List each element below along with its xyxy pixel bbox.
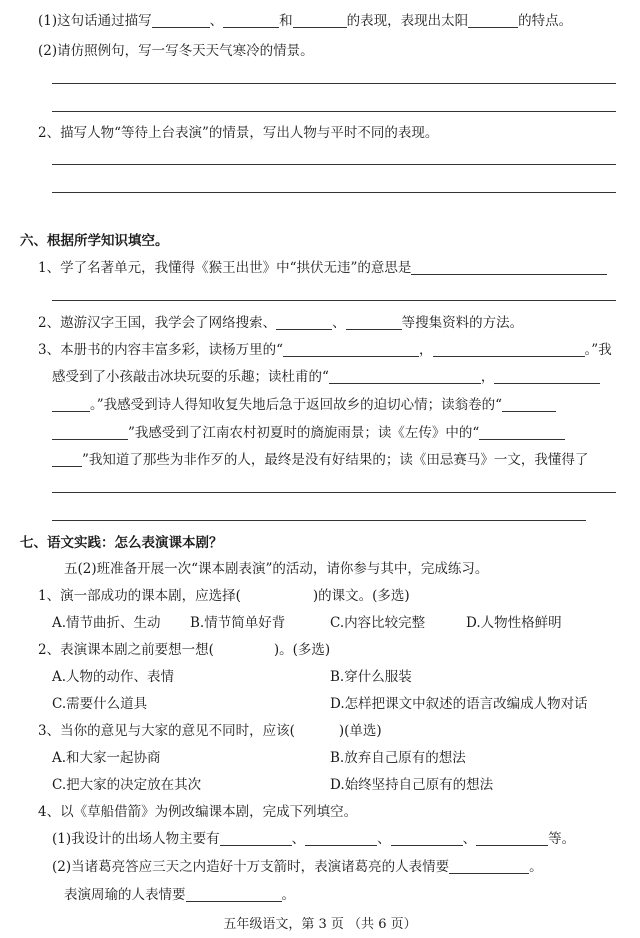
q7-2-option-b: B.穿什么服装 bbox=[330, 669, 412, 685]
answer-blank[interactable] bbox=[411, 260, 607, 275]
answer-blank[interactable] bbox=[52, 425, 128, 440]
answer-blank[interactable] bbox=[305, 831, 377, 846]
q7-4-1: (1)我设计的出场人物主要有 、 、 、 等。 bbox=[52, 831, 576, 847]
answer-blank[interactable] bbox=[329, 369, 481, 384]
answer-blank[interactable] bbox=[152, 13, 210, 28]
q6-3-line5: ”我知道了那些为非作歹的人，最终是没有好结果的；读《田忌赛马》一文，我懂得了 bbox=[52, 451, 588, 469]
answer-blank[interactable] bbox=[223, 13, 279, 28]
answer-blank[interactable] bbox=[479, 425, 565, 440]
sec7-intro: 五(2)班准备开展一次“课本剧表演”的活动，请你参与其中，完成练习。 bbox=[64, 561, 489, 577]
q6-1: 1、学了名著单元，我懂得《猴王出世》中“拱伏无违”的意思是 bbox=[38, 259, 607, 277]
answer-line[interactable] bbox=[52, 492, 616, 493]
q7-3-option-b: B.放弃自己原有的想法 bbox=[330, 750, 466, 766]
q7-2-option-c: C.需要什么道具 bbox=[52, 696, 148, 712]
answer-blank[interactable] bbox=[449, 859, 529, 874]
answer-line[interactable] bbox=[52, 300, 616, 301]
answer-line[interactable] bbox=[52, 83, 616, 84]
answer-blank[interactable] bbox=[186, 887, 282, 902]
answer-blank[interactable] bbox=[283, 342, 419, 357]
answer-line[interactable] bbox=[52, 192, 616, 193]
q7-1-option-b: B.情节简单好背 bbox=[190, 615, 286, 631]
q6-3-line4: ”我感受到了江南农村初夏时的旖旎雨景；读《左传》中的“ bbox=[52, 424, 565, 442]
q6-3-line1: 3、本册书的内容丰富多彩，读杨万里的“ ， 。”我 bbox=[38, 342, 612, 358]
answer-blank[interactable] bbox=[276, 315, 332, 330]
q6-3-line2: 感受到了小孩敲击冰块玩耍的乐趣；读杜甫的“ ， bbox=[52, 368, 600, 386]
answer-line[interactable] bbox=[52, 164, 616, 165]
q6-2: 2、遨游汉字王国，我学会了网络搜索、 、 等搜集资料的方法。 bbox=[38, 315, 524, 331]
answer-blank[interactable] bbox=[502, 397, 556, 412]
q7-1-option-a: A.情节曲折、生动 bbox=[52, 615, 161, 631]
q7-3-option-a: A.和大家一起协商 bbox=[52, 750, 161, 766]
answer-blank[interactable] bbox=[468, 13, 518, 28]
q7-3-option-d: D.始终坚持自己原有的想法 bbox=[330, 777, 494, 793]
q5-2: 2、描写人物“等待上台表演”的情景，写出人物与平时不同的表现。 bbox=[38, 125, 439, 141]
q6-3-line3: 。”我感受到诗人得知收复失地后急于返回故乡的迫切心情；读翁卷的“ bbox=[52, 396, 556, 414]
answer-blank[interactable] bbox=[293, 13, 347, 28]
q7-4: 4、以《草船借箭》为例改编课本剧，完成下列填空。 bbox=[38, 804, 358, 820]
section-6-title: 六、根据所学知识填空。 bbox=[20, 233, 169, 249]
q7-4-3: 表演周瑜的人表情要 。 bbox=[64, 887, 295, 903]
answer-blank[interactable] bbox=[52, 397, 90, 412]
answer-line[interactable] bbox=[52, 520, 586, 521]
q7-2: 2、表演课本剧之前要想一想( )。(多选) bbox=[38, 642, 331, 658]
q7-1: 1、演一部成功的课本剧，应选择( )的课文。(多选) bbox=[38, 588, 410, 604]
page-footer: 五年级语文，第 3 页 （共 6 页） bbox=[223, 917, 417, 932]
q7-3-option-c: C.把大家的决定放在其次 bbox=[52, 777, 202, 793]
answer-blank[interactable] bbox=[433, 342, 585, 357]
q7-3: 3、当你的意见与大家的意见不同时，应该( )(单选) bbox=[38, 723, 382, 739]
answer-line[interactable] bbox=[52, 111, 616, 112]
answer-blank[interactable] bbox=[346, 315, 402, 330]
answer-blank[interactable] bbox=[391, 831, 463, 846]
answer-blank[interactable] bbox=[494, 369, 600, 384]
q7-2-option-a: A.人物的动作、表情 bbox=[52, 669, 175, 685]
q7-1-option-c: C.内容比较完整 bbox=[330, 615, 426, 631]
answer-blank[interactable] bbox=[52, 452, 82, 467]
q7-4-2: (2)当诸葛亮答应三天之内造好十万支箭时，表演诸葛亮的人表情要 。 bbox=[52, 859, 543, 875]
answer-blank[interactable] bbox=[476, 831, 548, 846]
q7-1-option-d: D.人物性格鲜明 bbox=[466, 615, 562, 631]
q7-2-option-d: D.怎样把课文中叙述的语言改编成人物对话 bbox=[330, 696, 588, 712]
answer-blank[interactable] bbox=[220, 831, 292, 846]
q5-1-2: (2)请仿照例句，写一写冬天天气寒冷的情景。 bbox=[38, 43, 314, 59]
q5-1-1: (1)这句话通过描写 、 和 的表现，表现出太阳 的特点。 bbox=[38, 13, 573, 29]
section-7-title: 七、语文实践：怎么表演课本剧？ bbox=[20, 535, 223, 551]
